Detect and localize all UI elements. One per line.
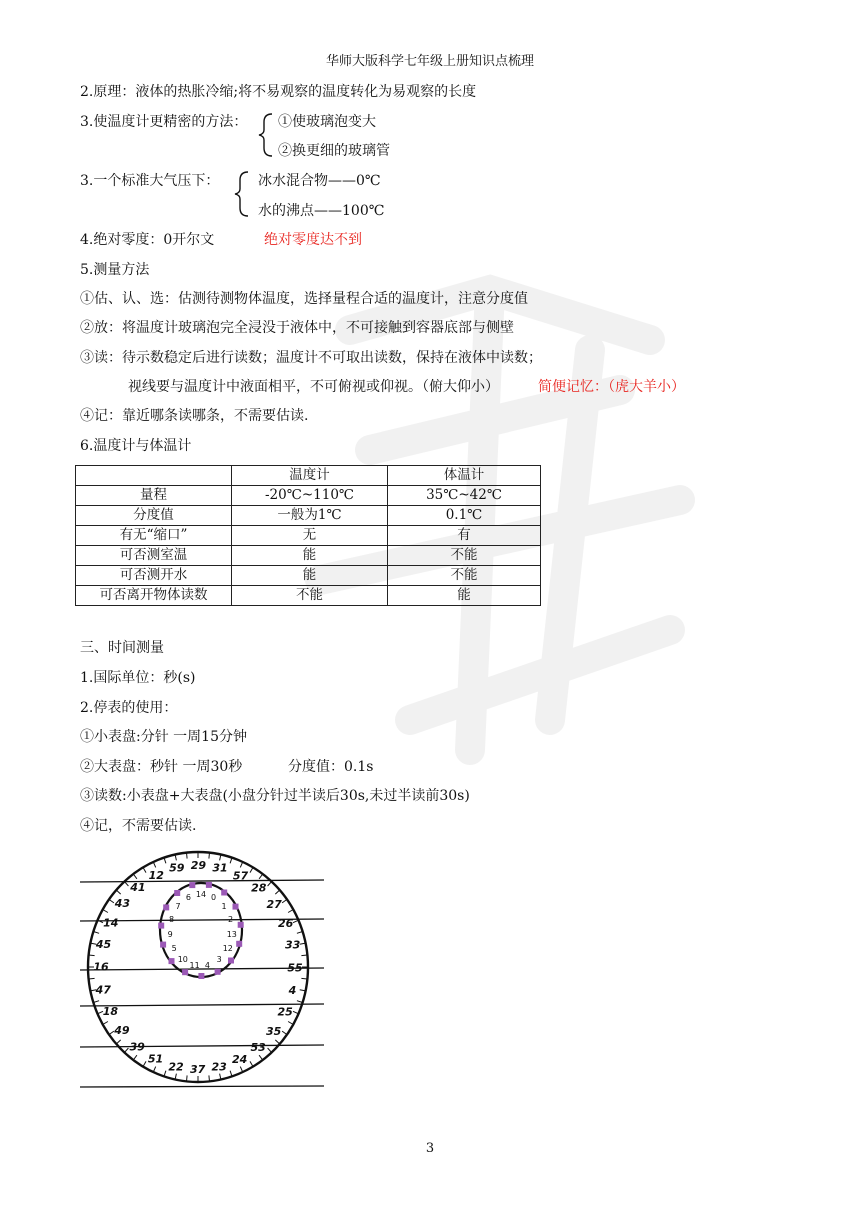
dial-tick (109, 899, 114, 903)
dial-tick (153, 862, 155, 868)
table-cell: -20℃~110℃ (232, 486, 388, 506)
table-row (76, 566, 541, 586)
dial-tick (133, 874, 137, 879)
dial-tick (275, 890, 279, 894)
table-cell: 分度值 (76, 506, 232, 526)
dial-tick (268, 882, 272, 887)
dial-tick (103, 910, 108, 913)
dial-marker (221, 890, 227, 896)
dial-tick (268, 1048, 272, 1053)
table-cell: 0.1℃ (388, 506, 541, 526)
dial-number: 12 (148, 868, 164, 882)
dial-tick (288, 1022, 293, 1025)
dial-marker (238, 922, 244, 928)
dial-number: 29 (190, 859, 207, 872)
dial-marker (189, 882, 195, 888)
inner-dial-number: 9 (167, 929, 173, 939)
dial-tick (124, 1048, 128, 1053)
dial-marker (182, 969, 188, 975)
table-row (76, 486, 541, 506)
dial-marker (174, 890, 180, 896)
dial-tick (259, 874, 263, 879)
dial-number: 47 (95, 983, 111, 997)
inner-dial-number: 4 (204, 961, 210, 971)
table-cell: 无 (232, 526, 388, 546)
dial-tick (89, 978, 95, 979)
table-header-cell: 体温计 (388, 466, 541, 486)
table-title: 6.温度计与体温计 (80, 438, 192, 454)
dial-ruled-lines (80, 880, 324, 1087)
inner-dial-number: 10 (177, 955, 188, 965)
stopwatch-dial-figure (80, 846, 330, 1090)
time-title: 三、时间测量 (80, 640, 164, 656)
comparison-table (75, 465, 541, 606)
dial-number: 59 (169, 861, 185, 875)
dial-marker (206, 882, 212, 888)
dial-tick (116, 1040, 120, 1044)
table-header-cell: 温度计 (232, 466, 388, 486)
dial-tick (143, 1061, 146, 1066)
dial-tick (293, 920, 299, 923)
dial-number: 31 (212, 861, 228, 875)
dial-tick (240, 862, 242, 868)
inner-dial-number: 12 (222, 944, 233, 953)
dial-marker (236, 941, 242, 947)
dial-marker (158, 923, 164, 929)
precise-label: 3.使温度计更精密的方法： (80, 114, 248, 130)
method-step-2: ②放：将温度计玻璃泡完全浸没于液体中，不可接触到容器底部与侧壁 (80, 320, 514, 336)
inner-dial-number: 0 (211, 893, 217, 903)
table-row (76, 506, 541, 526)
dial-number: 57 (232, 869, 249, 883)
page-header: 华师大版科学七年级上册知识点梳理 (325, 54, 534, 69)
inner-dial-number: 3 (216, 955, 222, 965)
dial-marker (228, 958, 234, 964)
dial-tick (275, 1040, 279, 1044)
inner-dial-number: 2 (227, 914, 234, 924)
table-cell: 能 (232, 546, 388, 566)
dial-number: 16 (93, 960, 109, 974)
time-big-dial: ②大表盘：秒针 一周30秒 (80, 759, 243, 775)
dial-tick (187, 1075, 188, 1081)
table-cell: 有无“缩口” (76, 526, 232, 546)
table-header-row (76, 466, 541, 486)
inner-dial-number: 8 (168, 914, 175, 924)
dial-number: 28 (251, 881, 267, 895)
time-big-division: 分度值：0.1s (288, 759, 374, 775)
principle-text: 2.原理：液体的热胀冷缩;将不易观察的温度转化为易观察的长度 (80, 84, 477, 100)
dial-marker (160, 942, 166, 948)
dial-number: 25 (277, 1005, 293, 1019)
dial-tick (187, 853, 188, 859)
dial-number: 33 (285, 938, 301, 952)
dial-tick (143, 867, 146, 872)
dial-tick (89, 955, 95, 956)
standard-item-1: 冰水混合物——0℃ (258, 173, 381, 189)
absolute-zero-note: 绝对零度达不到 (264, 232, 362, 248)
inner-dial-number: 7 (175, 901, 181, 911)
dial-number: 35 (265, 1024, 282, 1038)
dial-tick (240, 1067, 242, 1073)
method-title: 5.测量方法 (80, 262, 150, 278)
precise-item-1: ①使玻璃泡变大 (278, 114, 376, 130)
table-cell: 量程 (76, 486, 232, 506)
dial-number: 14 (103, 916, 119, 930)
method-step-3b: 视线要与温度计中液面相平，不可俯视或仰视。（俯大仰小） (128, 379, 499, 395)
dial-marker (169, 958, 175, 964)
dial-tick (250, 1061, 253, 1066)
precise-item-2: ②换更细的玻璃管 (278, 143, 390, 159)
dial-number: 39 (129, 1040, 145, 1054)
dial-marker (163, 904, 169, 910)
method-step-1: ①估、认、选：估测待测物体温度，选择量程合适的温度计，注意分度值 (80, 291, 528, 307)
method-step-4: ④记：靠近哪条读哪条，不需要估读. (80, 408, 309, 424)
dial-number: 43 (114, 897, 131, 911)
dial-tick (209, 1075, 210, 1081)
dial-number: 41 (130, 881, 146, 894)
left-brace-icon (234, 170, 250, 218)
table-header-cell (76, 466, 232, 486)
time-small-dial: ①小表盘:分针 一周15分钟 (80, 729, 247, 745)
dial-tick (109, 1031, 114, 1035)
dial-tick (288, 910, 293, 913)
absolute-zero-label: 4.绝对零度：0开尔文 (80, 232, 215, 248)
dial-number: 27 (266, 897, 282, 911)
standard-label: 3.一个标准大气压下： (80, 173, 220, 189)
dial-number: 53 (250, 1041, 266, 1054)
dial-number: 26 (277, 917, 294, 931)
method-mnemonic: 简便记忆：（虎大羊小） (538, 379, 685, 395)
dial-number: 51 (147, 1052, 164, 1066)
time-unit: 1.国际单位：秒(s) (80, 670, 196, 686)
dial-tick (116, 890, 120, 894)
inner-dial-number: 1 (221, 901, 227, 911)
time-stopwatch: 2.停表的使用： (80, 700, 178, 716)
table-cell: 不能 (388, 546, 541, 566)
dial-number: 4 (288, 984, 297, 998)
inner-dial-number: 6 (185, 893, 191, 903)
dial-tick (301, 955, 307, 956)
inner-dial-number: 14 (195, 890, 207, 899)
table-cell: 可否测开水 (76, 566, 232, 586)
table-row (76, 586, 541, 606)
inner-dial-number: 5 (171, 944, 177, 953)
table-cell: 不能 (388, 566, 541, 586)
dial-tick (153, 1067, 155, 1073)
dial-number: 37 (189, 1063, 206, 1076)
table-cell: 35℃~42℃ (388, 486, 541, 506)
dial-number: 55 (287, 961, 303, 975)
inner-dial-number: 13 (226, 929, 237, 939)
left-brace-icon (258, 112, 274, 158)
time-reading: ③读数:小表盘+大表盘(小盘分针过半读后30s,未过半读前30s) (80, 788, 470, 804)
dial-tick (250, 867, 253, 872)
table-cell: 可否离开物体读数 (76, 586, 232, 606)
dial-tick (293, 1011, 299, 1014)
dial-number: 23 (211, 1060, 227, 1074)
dial-tick (209, 853, 210, 859)
dial-tick (133, 1055, 137, 1060)
table-cell: 有 (388, 526, 541, 546)
inner-dial-numbers (168, 890, 237, 970)
dial-number: 18 (102, 1004, 119, 1018)
inner-dial-number: 11 (189, 961, 200, 971)
page-number: 3 (425, 1141, 435, 1156)
dial-marker (215, 969, 221, 975)
dial-number: 22 (168, 1060, 184, 1074)
method-step-3: ③读：待示数稳定后进行读数；温度计不可取出读数，保持在液体中读数； (80, 350, 542, 366)
dial-tick (259, 1055, 263, 1060)
table-row (76, 546, 541, 566)
table-row (76, 526, 541, 546)
time-record: ④记，不需要估读. (80, 818, 197, 834)
dial-marker (233, 904, 239, 910)
dial-tick (301, 978, 307, 979)
dial-marker (198, 973, 204, 979)
table-cell: 能 (388, 586, 541, 606)
table-cell: 能 (232, 566, 388, 586)
dial-number: 45 (95, 937, 112, 951)
dial-number: 49 (114, 1024, 130, 1038)
dial-tick (282, 899, 287, 903)
table-cell: 不能 (232, 586, 388, 606)
standard-item-2: 水的沸点——100℃ (258, 203, 385, 219)
dial-tick (103, 1022, 108, 1025)
table-cell: 可否测室温 (76, 546, 232, 566)
dial-number: 24 (232, 1053, 248, 1067)
dial-tick (282, 1031, 287, 1035)
table-cell: 一般为1℃ (232, 506, 388, 526)
